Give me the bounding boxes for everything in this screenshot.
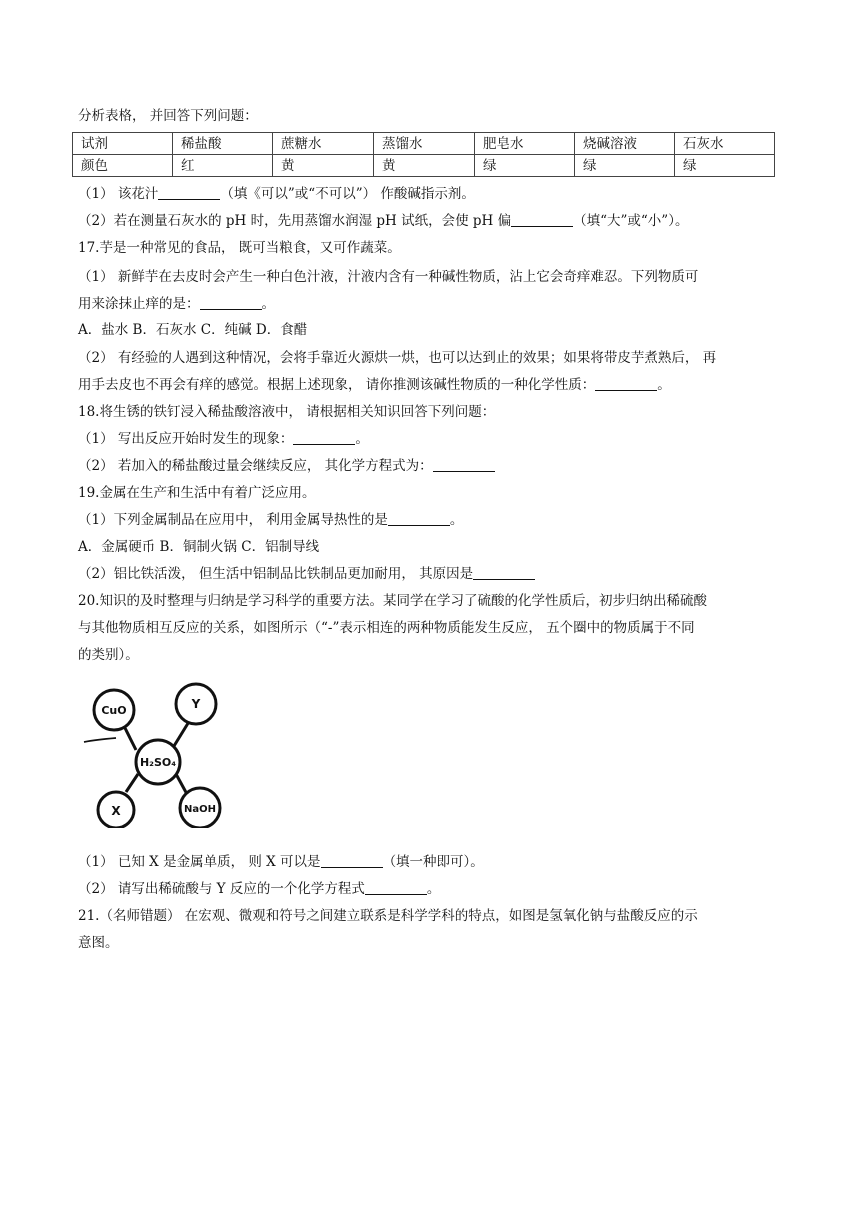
table-header-cell: 蔗糖水 [273,133,374,155]
answer-blank[interactable] [511,212,573,227]
q17-title: 17.芋是一种常见的食品， 既可当粮食，又可作蔬菜。 [78,240,401,256]
table-header-cell: 蒸馏水 [374,133,475,155]
q16-part1-text-a: （1） 该花汁 [78,186,159,202]
q18-part1-text-b: 。 [355,431,369,447]
q18-part1-text-a: （1） 写出反应开始时发生的现象： [78,431,294,447]
answer-blank[interactable] [433,457,495,472]
table-header-cell: 石灰水 [675,133,775,155]
q18-part2 [78,456,495,476]
table-row [73,155,775,177]
table-cell: 绿 [675,155,775,177]
table-header-cell: 稀盐酸 [173,133,273,155]
q16-part1 [78,184,475,204]
answer-blank[interactable] [595,376,657,391]
table-cell: 颜色 [73,155,173,177]
answer-blank[interactable] [473,565,535,580]
answer-blank[interactable] [365,880,427,895]
table-cell: 黄 [374,155,475,177]
answer-blank[interactable] [321,853,383,868]
q18-part1 [78,429,369,449]
answer-blank[interactable] [200,295,262,310]
table-header-cell: 肥皂水 [475,133,575,155]
q17-part1-line2 [78,294,275,314]
q20-line1: 20.知识的及时整理与归纳是学习科学的重要方法。某同学在学习了硫酸的化学性质后，初步归纳出稀硫酸 [78,593,707,609]
q21-line2: 意图。 [78,935,119,951]
q18-title: 18.将生锈的铁钉浸入稀盐酸溶液中， 请根据相关知识回答下列问题： [78,404,496,420]
table-cell: 绿 [575,155,675,177]
q20-part1 [78,852,484,872]
q21-line1: 21.（名师错题） 在宏观、微观和符号之间建立联系是科学学科的特点，如图是氢氧化钠与盐酸反应的示 [78,908,698,924]
q20-line3: 的类别）。 [78,647,139,663]
table-header-cell: 试剂 [73,133,173,155]
q17-part2-text-b: 。 [657,377,671,393]
q16-part2-text-a: （2）若在测量石灰水的 pH 时，先用蒸馏水润湿 pH 试纸，会使 pH 偏 [78,213,512,229]
q16-part1-text-b: （填《可以”或“不可以”） 作酸碱指示剂。 [220,186,475,202]
q17-options: A．盐水 B．石灰水 C．纯碱 D．食醋 [78,322,308,338]
q18-part2-text-a: （2） 若加入的稀盐酸过量会继续反应， 其化学方程式为： [78,458,433,474]
table-cell: 红 [173,155,273,177]
q20-part2 [78,879,440,899]
q17-part2-line1: （2） 有经验的人遇到这种情况，会将手靠近火源烘一烘，也可以达到止的效果；如果将带皮芋煮熟后， 再 [78,350,717,366]
table-header-cell: 烧碱溶液 [575,133,675,155]
q19-part1 [78,510,463,530]
intro-text: 分析表格， 并回答下列问题： [78,108,258,124]
q16-part2 [78,211,688,231]
q19-options: A．金属硬币 B．铜制火锅 C．铝制导线 [78,539,320,555]
label-x: X [111,804,121,818]
label-cuo: CuO [101,704,127,717]
table-cell: 黄 [273,155,374,177]
reagent-color-table [72,132,775,177]
label-naoh: NaOH [184,804,216,815]
q19-part2-text-a: （2）铝比铁活泼， 但生活中铝制品比铁制品更加耐用， 其原因是 [78,566,474,582]
q16-part2-text-b: （填“大”或“小”）。 [573,213,689,229]
answer-blank[interactable] [388,511,450,526]
q19-title: 19.金属在生产和生活中有着广泛应用。 [78,485,316,501]
q17-part1-text-b: 。 [261,296,275,312]
table-row [73,133,775,155]
q19-part2 [78,564,535,584]
sulfuric-acid-relation-diagram [82,678,232,828]
q17-part2-text-a: 用手去皮也不再会有痒的感觉。根据上述现象， 请你推测该碱性物质的一种化学性质： [78,377,596,393]
answer-blank[interactable] [293,430,355,445]
answer-blank[interactable] [158,185,220,200]
q20-part1-text-b: （填一种即可）。 [382,854,484,870]
q20-part1-text-a: （1） 已知 X 是金属单质， 则 X 可以是 [78,854,321,870]
q19-part1-text-a: （1）下列金属制品在应用中， 利用金属导热性的是 [78,512,388,528]
q20-part2-text-a: （2） 请写出稀硫酸与 Y 反应的一个化学方程式 [78,881,365,897]
q17-part1-line1: （1） 新鲜芋在去皮时会产生一种白色汁液，汁液内含有一种碱性物质，沾上它会奇痒难忍。下列物质可 [78,269,699,285]
q17-part2-line2 [78,375,671,395]
q20-line2: 与其他物质相互反应的关系，如图所示（“-”表示相连的两种物质能发生反应， 五个圈中的物质属于不同 [78,620,695,636]
table-cell: 绿 [475,155,575,177]
label-h2so4: H₂SO₄ [139,756,177,769]
label-y: Y [191,697,201,711]
q20-part2-text-b: 。 [426,881,441,897]
q19-part1-text-b: 。 [449,512,464,528]
q17-part1-text-a: 用来涂抹止痒的是： [78,296,200,312]
